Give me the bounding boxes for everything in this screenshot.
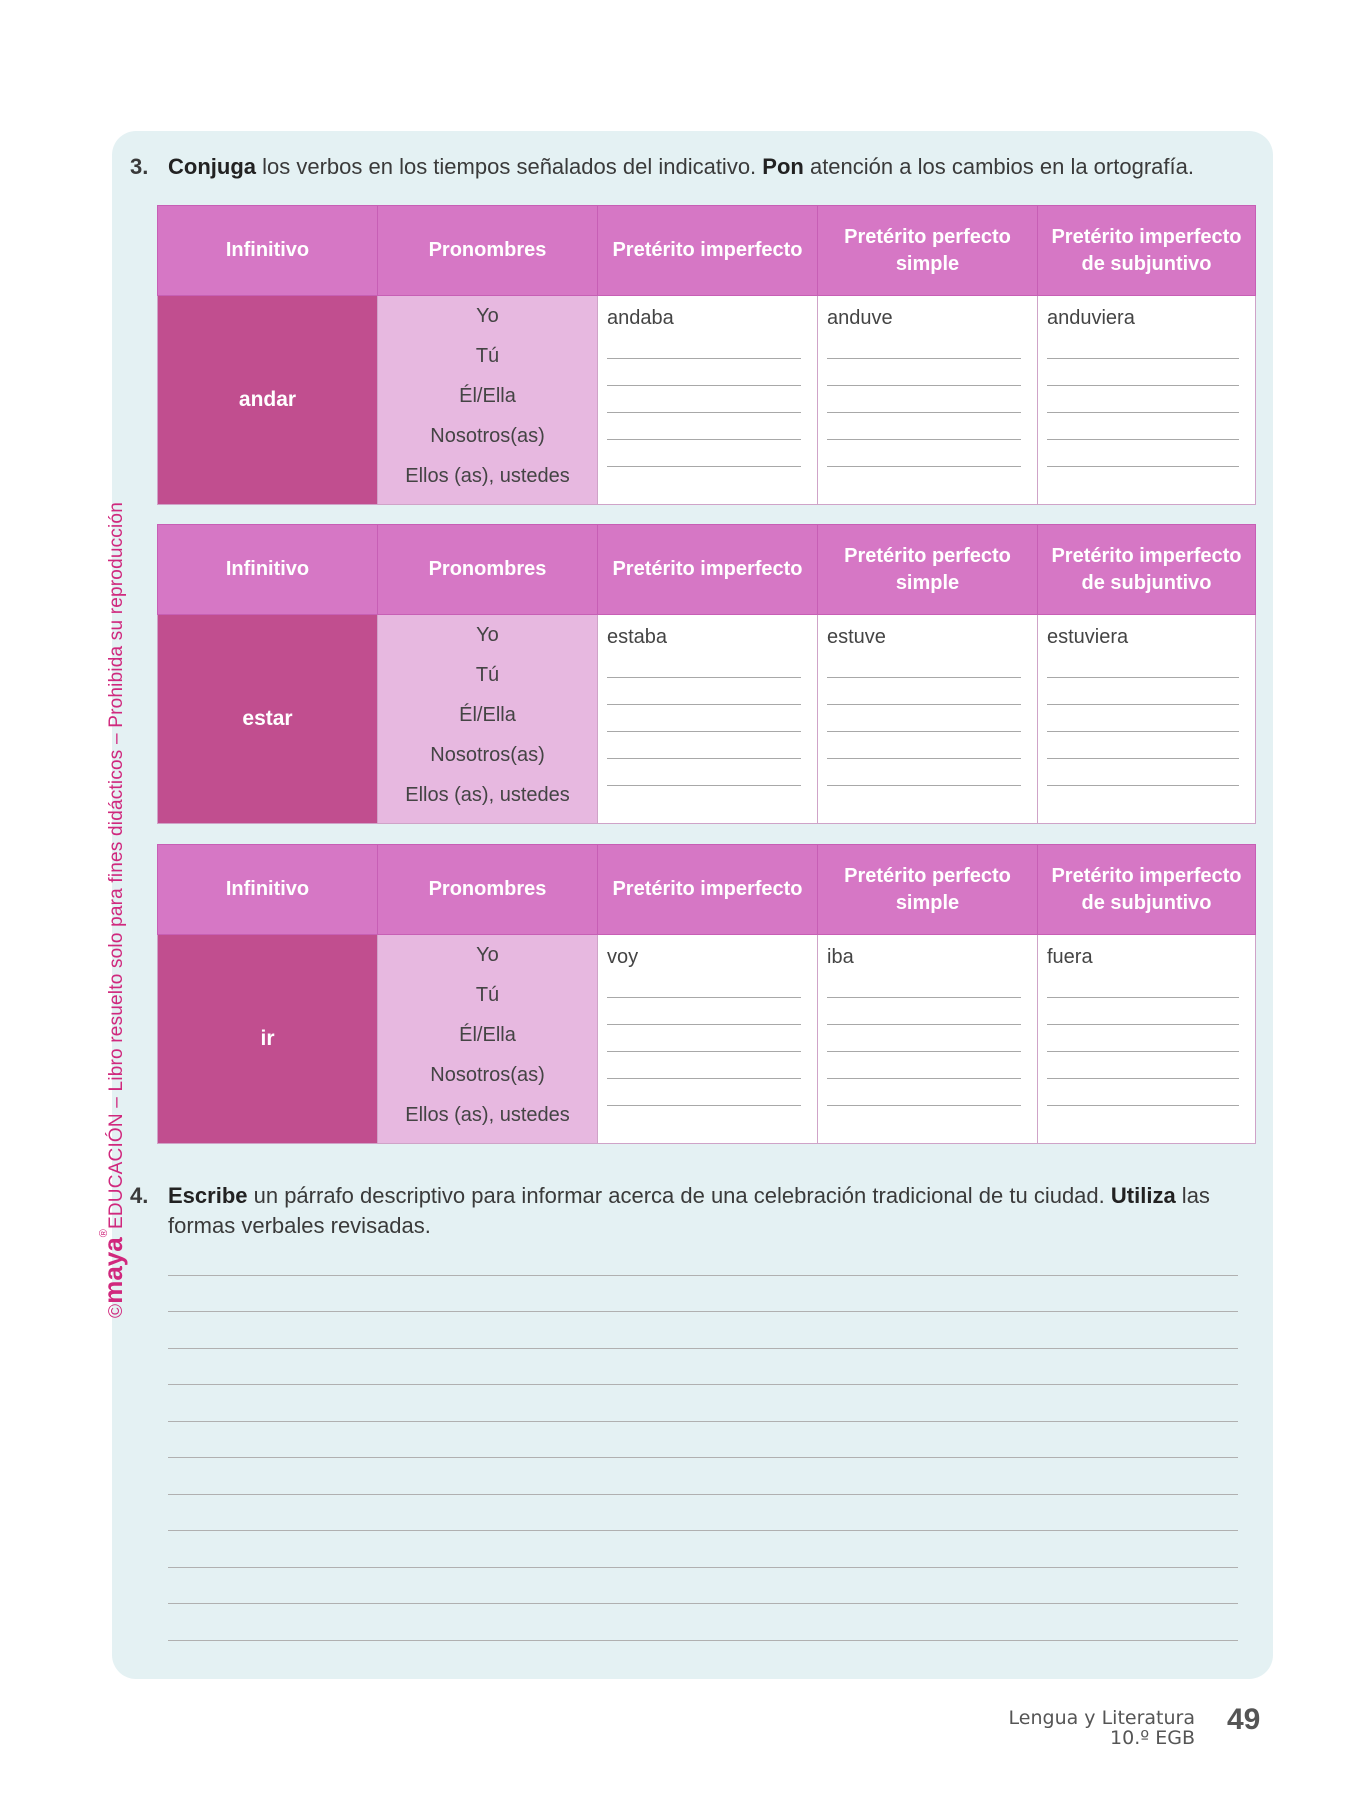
pronoun-label: Yo <box>476 624 499 646</box>
answer-text: voy <box>607 946 639 968</box>
answer-cell[interactable] <box>818 935 1038 1144</box>
answer-line[interactable] <box>607 651 801 678</box>
header-preterito-imperfecto: Pretérito imperfecto <box>598 845 818 935</box>
footer-subject <box>1009 1708 1195 1748</box>
pronoun-label: Nosotros(as) <box>430 744 545 766</box>
writing-line[interactable] <box>168 1239 1238 1276</box>
answer-line[interactable] <box>1047 359 1239 386</box>
writing-line[interactable] <box>168 1568 1238 1605</box>
writing-line[interactable] <box>168 1276 1238 1313</box>
answer-line[interactable] <box>827 678 1021 705</box>
answer-cell[interactable] <box>1038 296 1256 505</box>
answer-line[interactable] <box>607 705 801 732</box>
grade-label: 10.º EGB <box>1110 1727 1195 1749</box>
pronoun-label: Él/Ella <box>459 1024 516 1046</box>
answer-line[interactable] <box>1047 678 1239 705</box>
answer-line[interactable] <box>827 413 1021 440</box>
answer-cell[interactable] <box>598 296 818 505</box>
answer-text: iba <box>827 946 854 968</box>
answer-text: fuera <box>1047 946 1093 968</box>
answer-text: estaba <box>607 626 668 648</box>
answer-line[interactable] <box>1047 998 1239 1025</box>
header-preterito-imperfecto-subjuntivo: Pretérito imperfecto de subjuntivo <box>1038 845 1256 935</box>
answer-text: estuve <box>827 626 886 648</box>
brand-logo: maya <box>98 1237 128 1304</box>
answer-text: estuviera <box>1047 626 1129 648</box>
answer-line[interactable] <box>827 705 1021 732</box>
infinitive-cell: estar <box>158 615 378 824</box>
answer-text: anduve <box>827 307 893 329</box>
pronoun-label: Ellos (as), ustedes <box>405 1104 570 1126</box>
answer-cell[interactable] <box>818 296 1038 505</box>
answer-line[interactable] <box>1047 386 1239 413</box>
answer-line[interactable] <box>1047 759 1239 786</box>
answer-line[interactable] <box>827 332 1021 359</box>
header-preterito-perfecto-simple: Pretérito perfecto simple <box>818 845 1038 935</box>
answer-cell[interactable] <box>598 935 818 1144</box>
answer-cell[interactable] <box>598 615 818 824</box>
answer-line[interactable] <box>827 651 1021 678</box>
answer-line[interactable] <box>1047 1025 1239 1052</box>
pronoun-label: Él/Ella <box>459 704 516 726</box>
pronoun-label: Yo <box>476 305 499 327</box>
writing-line[interactable] <box>168 1531 1238 1568</box>
writing-line[interactable] <box>168 1604 1238 1641</box>
conjugation-table-ir <box>157 844 1256 1144</box>
answer-text: anduviera <box>1047 307 1135 329</box>
header-preterito-imperfecto-subjuntivo: Pretérito imperfecto de subjuntivo <box>1038 525 1256 615</box>
infinitive-cell: andar <box>158 296 378 505</box>
answer-text: andaba <box>607 307 674 329</box>
writing-area[interactable] <box>168 1239 1238 1641</box>
answer-line[interactable] <box>607 759 801 786</box>
writing-line[interactable] <box>168 1458 1238 1495</box>
pronoun-label: Él/Ella <box>459 385 516 407</box>
header-preterito-imperfecto: Pretérito imperfecto <box>598 206 818 296</box>
answer-line[interactable] <box>827 971 1021 998</box>
answer-line[interactable] <box>1047 971 1239 998</box>
answer-line[interactable] <box>827 359 1021 386</box>
infinitive-cell: ir <box>158 935 378 1144</box>
answer-line[interactable] <box>607 678 801 705</box>
header-preterito-perfecto-simple: Pretérito perfecto simple <box>818 206 1038 296</box>
subject-name: Lengua y Literatura <box>1008 1707 1195 1729</box>
answer-line[interactable] <box>607 332 801 359</box>
pronoun-cell <box>378 615 598 824</box>
pronoun-label: Tú <box>475 345 500 367</box>
answer-line[interactable] <box>1047 440 1239 467</box>
answer-line[interactable] <box>1047 413 1239 440</box>
writing-line[interactable] <box>168 1422 1238 1459</box>
pronoun-label: Tú <box>475 984 500 1006</box>
answer-line[interactable] <box>607 998 801 1025</box>
header-preterito-perfecto-simple: Pretérito perfecto simple <box>818 525 1038 615</box>
copyright-sidebar: ©maya®EDUCACIÓN – Libro resuelto solo para fines didácticos – Prohibida su reproducción <box>98 502 128 1318</box>
answer-line[interactable] <box>607 1052 801 1079</box>
pronoun-label: Ellos (as), ustedes <box>405 784 570 806</box>
writing-line[interactable] <box>168 1349 1238 1386</box>
header-infinitivo: Infinitivo <box>158 845 378 935</box>
answer-line[interactable] <box>827 386 1021 413</box>
answer-cell[interactable] <box>818 615 1038 824</box>
pronoun-label: Nosotros(as) <box>430 1064 545 1086</box>
pronoun-label: Ellos (as), ustedes <box>405 465 570 487</box>
question-4: 4. Escribe un párrafo descriptivo para informar acerca de una celebración tradicional de tu ciudad. Utiliza las formas verbales revisadas. <box>130 1183 1210 1238</box>
page-number: 49 <box>1227 1703 1261 1736</box>
pronoun-cell <box>378 296 598 505</box>
pronoun-label: Nosotros(as) <box>430 425 545 447</box>
answer-line[interactable] <box>827 998 1021 1025</box>
writing-line[interactable] <box>168 1385 1238 1422</box>
answer-line[interactable] <box>1047 732 1239 759</box>
header-infinitivo: Infinitivo <box>158 525 378 615</box>
conjugation-table-estar <box>157 524 1256 824</box>
answer-line[interactable] <box>607 732 801 759</box>
pronoun-label: Tú <box>475 664 500 686</box>
writing-line[interactable] <box>168 1312 1238 1349</box>
header-pronombres: Pronombres <box>378 206 598 296</box>
pronoun-cell <box>378 935 598 1144</box>
answer-line[interactable] <box>1047 1079 1239 1106</box>
answer-line[interactable] <box>607 386 801 413</box>
answer-line[interactable] <box>607 1025 801 1052</box>
answer-line[interactable] <box>1047 1052 1239 1079</box>
answer-line[interactable] <box>827 1052 1021 1079</box>
header-pronombres: Pronombres <box>378 525 598 615</box>
answer-line[interactable] <box>607 971 801 998</box>
answer-line[interactable] <box>1047 705 1239 732</box>
question-3: 3. Conjuga los verbos en los tiempos señalados del indicativo. Pon atención a los cambios en la ortografía. <box>130 154 1194 179</box>
writing-line[interactable] <box>168 1495 1238 1532</box>
answer-cell[interactable] <box>1038 935 1256 1144</box>
pronoun-label: Yo <box>476 944 499 966</box>
header-pronombres: Pronombres <box>378 845 598 935</box>
answer-line[interactable] <box>1047 651 1239 678</box>
answer-line[interactable] <box>607 1079 801 1106</box>
answer-line[interactable] <box>827 440 1021 467</box>
answer-line[interactable] <box>607 359 801 386</box>
answer-line[interactable] <box>827 1025 1021 1052</box>
header-infinitivo: Infinitivo <box>158 206 378 296</box>
answer-cell[interactable] <box>1038 615 1256 824</box>
header-preterito-imperfecto-subjuntivo: Pretérito imperfecto de subjuntivo <box>1038 206 1256 296</box>
answer-line[interactable] <box>827 759 1021 786</box>
answer-line[interactable] <box>827 732 1021 759</box>
answer-line[interactable] <box>607 413 801 440</box>
conjugation-table-andar <box>157 205 1256 505</box>
header-preterito-imperfecto: Pretérito imperfecto <box>598 525 818 615</box>
answer-line[interactable] <box>827 1079 1021 1106</box>
answer-line[interactable] <box>1047 332 1239 359</box>
answer-line[interactable] <box>607 440 801 467</box>
